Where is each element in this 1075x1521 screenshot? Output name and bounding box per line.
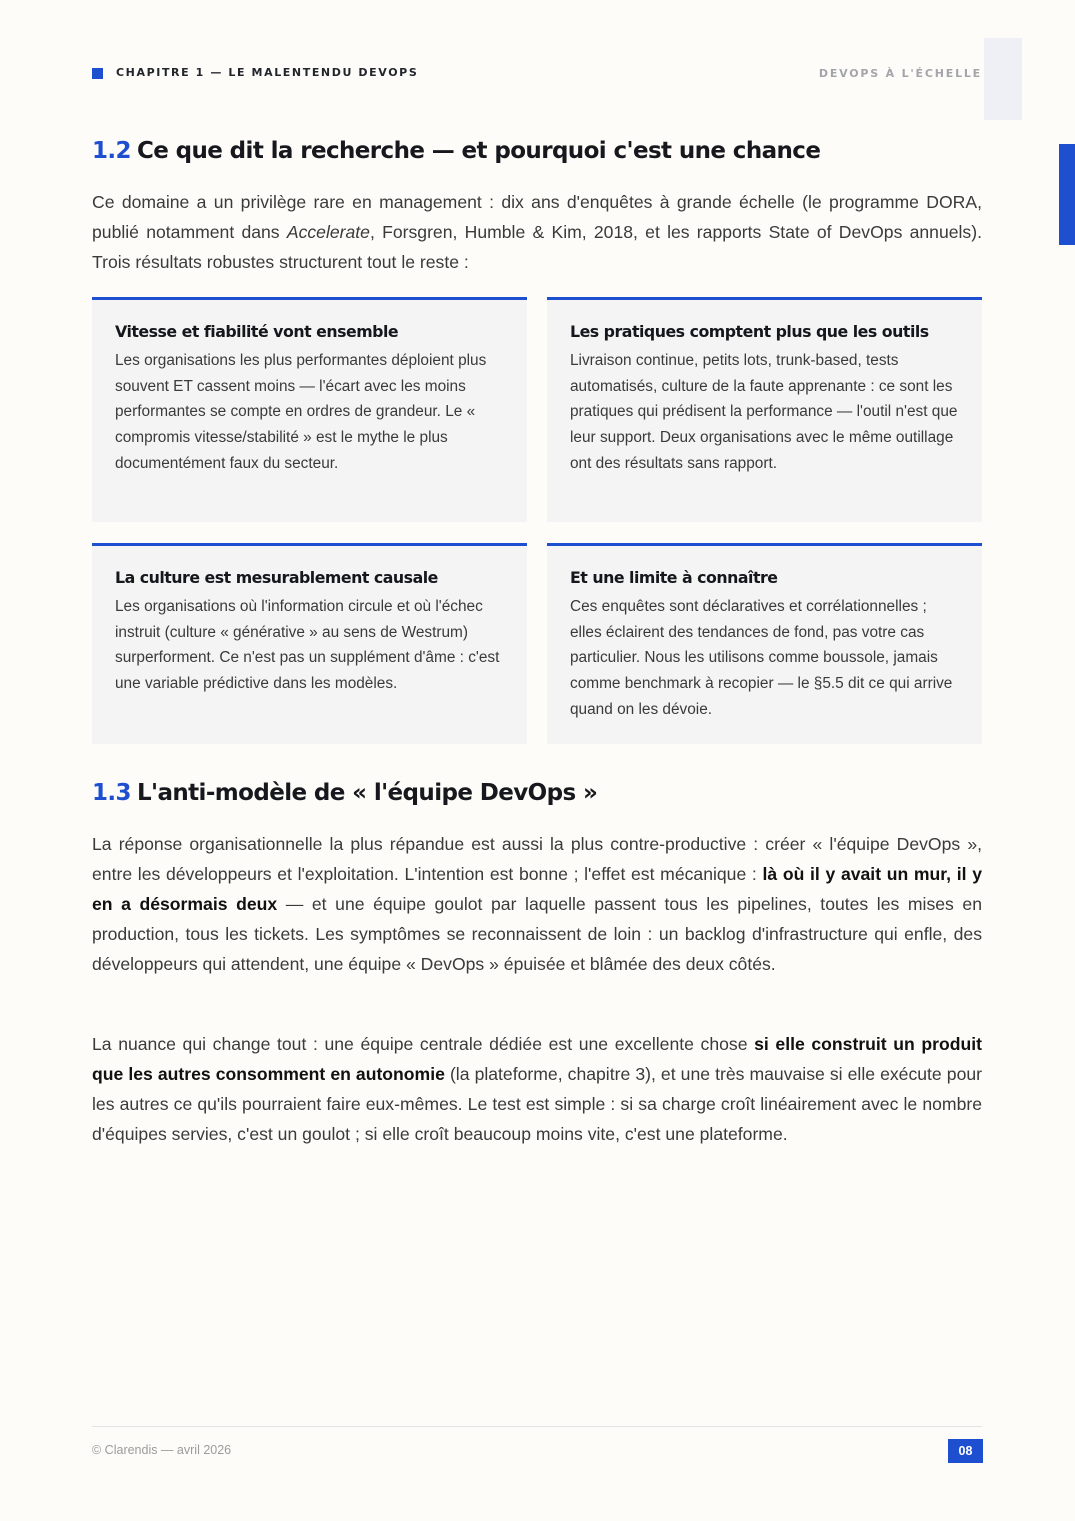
- footer-copyright: © Clarendis — avril 2026: [92, 1443, 232, 1457]
- card-body: Les organisations où l'information circule et où l'échec instruit (culture « générative » au sens de Westrum) surperforment. Ce n'est pas un supplément d'âme : c'est une variable prédictive dans les modèles.: [115, 598, 500, 693]
- section-title: L'anti-modèle de « l'équipe DevOps »: [136, 780, 598, 806]
- paragraph-text: La nuance qui change tout : une équipe centrale dédiée est une excellente chose: [92, 1034, 755, 1054]
- book-title-accelerate: Accelerate: [286, 222, 370, 242]
- running-header-chapter: CHAPITRE 1 — LE MALENTENDU DEVOPS: [116, 66, 419, 79]
- intro-text-cont: , Forsgren, Humble & Kim, 2018, et les rapports State of DevOps annuels). Trois résultats robustes structurent tout le reste :: [92, 222, 982, 272]
- chapter-number-decoration: [984, 38, 1022, 120]
- card-title: Et une limite à connaître: [570, 568, 778, 587]
- section-number: 1.2: [92, 138, 131, 164]
- chapter-marker: [92, 68, 103, 79]
- emphasis-text: si elle construit un produit que les autres consomment en autonomie: [92, 1034, 982, 1084]
- card-title: Vitesse et fiabilité vont ensemble: [115, 322, 399, 341]
- paragraph-text-cont: — et une équipe goulot par laquelle passent tous les pipelines, toutes les mises en production, tous les tickets. Les symptômes se reconnaissent de loin : un backlog d'infrastructure qui enfle, des développeurs qui attendent, une équipe « DevOps » épuisée et blâmée des deux côtés.: [92, 894, 982, 974]
- section-heading-1-3: [92, 780, 597, 806]
- card-body: Livraison continue, petits lots, trunk-based, tests automatisés, culture de la faute apprenante : ce sont les pratiques qui prédisent la performance — l'outil n'est que leur support. Deux organisations avec le même outillage ont des résultats sans rapport.: [570, 352, 958, 472]
- finding-card: [92, 297, 527, 522]
- card-body: Les organisations les plus performantes déploient plus souvent ET cassent moins — l'écart avec les moins performantes se compte en ordres de grandeur. Le « compromis vitesse/stabilité » est le mythe le plus documentément faux du secteur.: [115, 352, 487, 472]
- paragraph-text: La réponse organisationnelle la plus répandue est aussi la plus contre-productive : créer « l'équipe DevOps », entre les développeurs et l'exploitation. L'intention est bonne ; l'effet est mécanique :: [92, 834, 982, 884]
- paragraph-text-cont: (la plateforme, chapitre 3), et une très mauvaise si elle exécute pour les autres ce qu'ils pourraient faire eux-mêmes. Le test est simple : si sa charge croît linéairement avec le nombre d'équipes servies, c'est un goulot ; si elle croît beaucoup moins vite, c'est une plateforme.: [92, 1064, 982, 1144]
- card-title: La culture est mesurablement causale: [115, 568, 438, 587]
- finding-card: [547, 297, 982, 522]
- finding-card: [92, 543, 527, 744]
- section-1-3-paragraph-2: [92, 1029, 982, 1149]
- card-body: Ces enquêtes sont déclaratives et corrélationnelles ; elles éclairent des tendances de fond, pas votre cas particulier. Nous les utilisons comme boussole, jamais comme benchmark à recopier — le §5.5 dit ce qui arrive quand on les dévoie.: [570, 598, 953, 718]
- section-title: Ce que dit la recherche — et pourquoi c'est une chance: [136, 138, 821, 164]
- card-title: Les pratiques comptent plus que les outils: [570, 322, 929, 341]
- section-heading-1-2: [92, 138, 820, 164]
- section-1-2-intro: [92, 187, 982, 277]
- page-number-badge: 08: [948, 1439, 983, 1463]
- section-1-3-paragraph-1: [92, 829, 982, 979]
- limit-card: [547, 543, 982, 744]
- footer-divider: [92, 1426, 982, 1427]
- section-number: 1.3: [92, 780, 131, 806]
- emphasis-text: là où il y avait un mur, il y en a désormais deux: [92, 864, 982, 914]
- running-header-book-title: DEVOPS À L'ÉCHELLE: [818, 67, 982, 80]
- chapter-side-tab: [1059, 144, 1075, 245]
- intro-text: Ce domaine a un privilège rare en management : dix ans d'enquêtes à grande échelle (le programme DORA, publié notamment dans: [92, 192, 982, 242]
